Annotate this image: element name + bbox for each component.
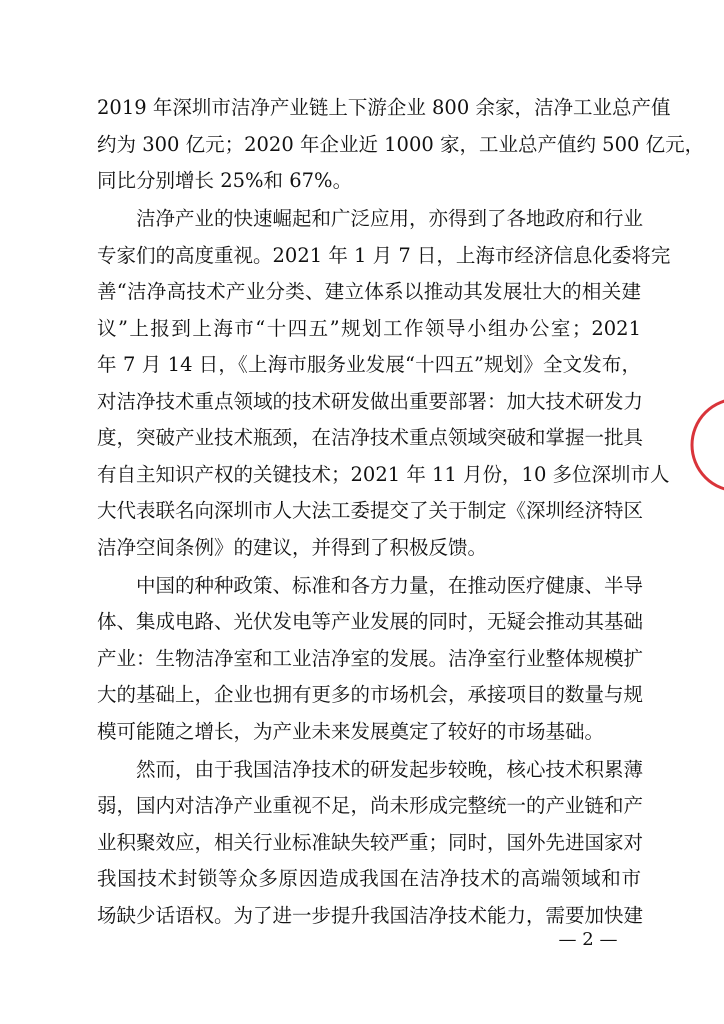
text-line: 同比分别增长 25%和 67%。: [97, 169, 353, 192]
text-line: 2019 年深圳市洁净产业链上下游企业 800 余家，洁净工业总产值: [97, 96, 671, 119]
text-line: 弱，国内对洁净产业重视不足，尚未形成完整统一的产业链和产: [97, 794, 644, 817]
text-line: 我国技术封锁等众多原因造成我国在洁净技术的高端领域和市: [97, 867, 641, 890]
text-line: 度，突破产业技术瓶颈，在洁净技术重点领域突破和掌握一批具: [97, 426, 644, 449]
red-seal-stamp: [708, 395, 724, 495]
text-line: 洁净空间条例》的建议，并得到了积极反馈。: [97, 535, 488, 559]
text-line: 业积聚效应，相关行业标准缺失较严重；同时，国外先进国家对: [97, 830, 644, 854]
text-line: 中国的种种政策、标准和各方力量，在推动医疗健康、半导: [136, 573, 644, 597]
text-line: 对洁净技术重点领域的技术研发做出重要部署：加大技术研发力: [97, 389, 644, 413]
text-line: 专家们的高度重视。2021 年 1 月 7 日，上海市经济信息化委将完: [97, 243, 671, 267]
text-line: 洁净产业的快速崛起和广泛应用，亦得到了各地政府和行业: [136, 207, 644, 230]
text-line: 约为 300 亿元；2020 年企业近 1000 家，工业总产值约 500 亿元，: [97, 132, 705, 156]
text-line: 然而，由于我国洁净技术的研发起步较晚，核心技术积累薄: [136, 757, 644, 781]
text-line: 有自主知识产权的关键技术；2021 年 11 月份，10 多位深圳市人: [97, 462, 670, 486]
text-line: 体、集成电路、光伏发电等产业发展的同时，无疑会推动其基础: [97, 610, 644, 633]
text-line: 年 7 月 14 日，《上海市服务业发展“十四五”规划》全文发布，: [97, 353, 641, 376]
text-line: 场缺少话语权。为了进一步提升我国洁净技术能力，需要加快建: [97, 903, 644, 927]
text-line: 大代表联名向深圳市人大法工委提交了关于制定《深圳经济特区: [97, 499, 644, 522]
text-line: 善“洁净高技术产业分类、建立体系以推动其发展壮大的相关建: [97, 280, 641, 303]
text-line: 大的基础上，企业也拥有更多的市场机会，承接项目的数量与规: [97, 683, 644, 706]
text-line: 模可能随之增长，为产业未来发展奠定了较好的市场基础。: [97, 719, 605, 743]
text-line: 产业：生物洁净室和工业洁净室的发展。洁净室行业整体规模扩: [97, 646, 644, 670]
page-number: — 2 —: [558, 929, 618, 950]
text-line: 议”上报到上海市“十四五”规划工作领导小组办公室；2021: [97, 316, 641, 340]
